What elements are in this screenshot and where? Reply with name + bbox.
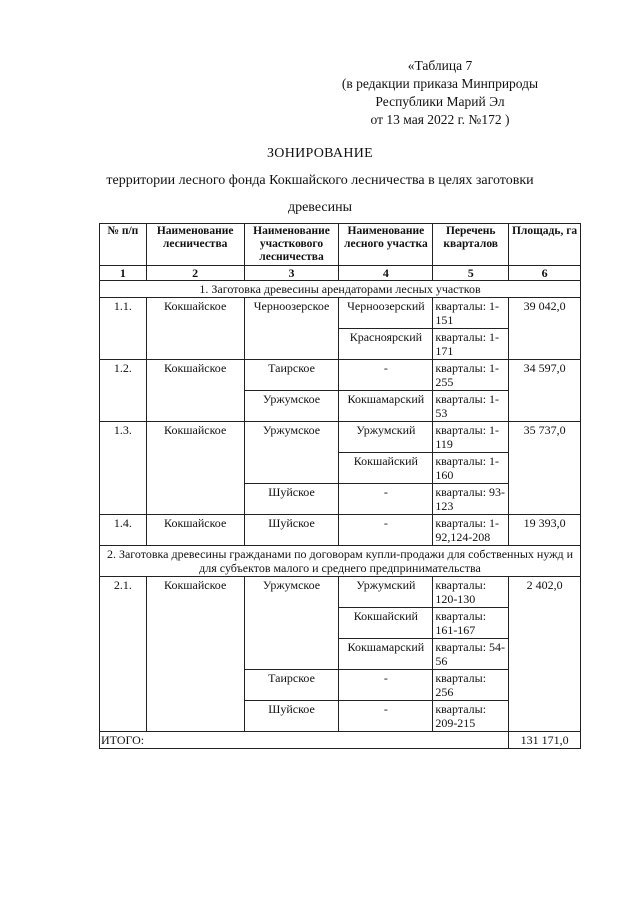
quarters: кварталы: 1-160 <box>433 453 509 484</box>
table-row <box>100 360 581 391</box>
quarters: кварталы: 54-56 <box>433 639 509 670</box>
section-title: 1. Заготовка древесины арендаторами лесных участков <box>100 281 581 298</box>
forest-plot: - <box>339 484 433 515</box>
local-forestry: Таирское <box>244 360 339 391</box>
column-header: Наименование участкового лесничества <box>244 224 339 266</box>
document-header <box>310 57 570 129</box>
column-number: 5 <box>433 266 509 281</box>
document-subtitle: древесины <box>287 200 353 215</box>
forestry-name: Кокшайское <box>146 577 244 732</box>
column-header: № п/п <box>100 224 147 266</box>
forest-plot: Кокшайский <box>339 608 433 639</box>
section-title: 2. Заготовка древесины гражданами по договорам купли-продажи для собственных нужд и для субъектов малого и среднего предпринимательства <box>100 546 581 577</box>
forest-plot: Кокшамарский <box>339 639 433 670</box>
area: 39 042,0 <box>509 298 581 360</box>
column-number-row <box>100 266 581 281</box>
forest-plot: - <box>339 515 433 546</box>
row-number: 1.1. <box>100 298 147 360</box>
area: 19 393,0 <box>509 515 581 546</box>
forest-plot: Уржумский <box>339 422 433 453</box>
header-line: от 13 мая 2022 г. №172 ) <box>370 112 510 127</box>
forest-plot: - <box>339 360 433 391</box>
forest-plot: Кокшайский <box>339 453 433 484</box>
row-number: 1.4. <box>100 515 147 546</box>
quarters: кварталы: 1-255 <box>433 360 509 391</box>
local-forestry: Шуйское <box>244 484 339 515</box>
local-forestry: Уржумское <box>244 422 339 484</box>
quarters: кварталы: 120-130 <box>433 577 509 608</box>
total-area: 131 171,0 <box>509 732 581 749</box>
column-header: Наименование лесничества <box>146 224 244 266</box>
column-number: 1 <box>100 266 147 281</box>
area: 2 402,0 <box>509 577 581 732</box>
document-subtitle: территории лесного фонда Кокшайского лесничества в целях заготовки <box>106 173 534 188</box>
column-header: Площадь, га <box>509 224 581 266</box>
quarters: кварталы: 1-119 <box>433 422 509 453</box>
forest-plot: - <box>339 670 433 701</box>
header-row <box>100 224 581 266</box>
row-number: 2.1. <box>100 577 147 732</box>
quarters: кварталы: 209-215 <box>433 701 509 732</box>
column-header: Наименование лесного участка <box>339 224 433 266</box>
quarters: кварталы: 1-151 <box>433 298 509 329</box>
column-number: 6 <box>509 266 581 281</box>
column-number: 2 <box>146 266 244 281</box>
local-forestry: Таирское <box>244 670 339 701</box>
forestry-name: Кокшайское <box>146 360 244 422</box>
column-number: 4 <box>339 266 433 281</box>
forest-plot: - <box>339 701 433 732</box>
local-forestry: Шуйское <box>244 515 339 546</box>
area: 34 597,0 <box>509 360 581 422</box>
local-forestry: Уржумское <box>244 577 339 670</box>
header-line: «Таблица 7 <box>407 58 473 73</box>
row-number: 1.3. <box>100 422 147 515</box>
quarters: кварталы: 1-171 <box>433 329 509 360</box>
area: 35 737,0 <box>509 422 581 515</box>
forestry-name: Кокшайское <box>146 422 244 515</box>
quarters: кварталы: 256 <box>433 670 509 701</box>
quarters: кварталы: 1-53 <box>433 391 509 422</box>
forestry-name: Кокшайское <box>146 298 244 360</box>
forest-plot: Уржумский <box>339 577 433 608</box>
header-line: (в редакции приказа Минприроды <box>341 76 539 91</box>
total-row <box>100 732 581 749</box>
quarters: кварталы: 161-167 <box>433 608 509 639</box>
forestry-name: Кокшайское <box>146 515 244 546</box>
row-number: 1.2. <box>100 360 147 422</box>
local-forestry: Уржумское <box>244 391 339 422</box>
column-header: Перечень кварталов <box>433 224 509 266</box>
zoning-table <box>99 223 581 749</box>
local-forestry: Черноозерское <box>244 298 339 360</box>
quarters: кварталы: 93-123 <box>433 484 509 515</box>
table-row <box>100 577 581 608</box>
column-number: 3 <box>244 266 339 281</box>
table-row <box>100 422 581 453</box>
local-forestry: Шуйское <box>244 701 339 732</box>
section-row <box>100 546 581 577</box>
section-row <box>100 281 581 298</box>
table-row <box>100 515 581 546</box>
total-label: ИТОГО: <box>100 732 509 749</box>
document-title: ЗОНИРОВАНИЕ <box>266 146 374 161</box>
forest-plot: Черноозерский <box>339 298 433 329</box>
header-line: Республики Марий Эл <box>375 94 505 109</box>
quarters: кварталы: 1-92,124-208 <box>433 515 509 546</box>
forest-plot: Кокшамарский <box>339 391 433 422</box>
forest-plot: Красноярский <box>339 329 433 360</box>
table-row <box>100 298 581 329</box>
